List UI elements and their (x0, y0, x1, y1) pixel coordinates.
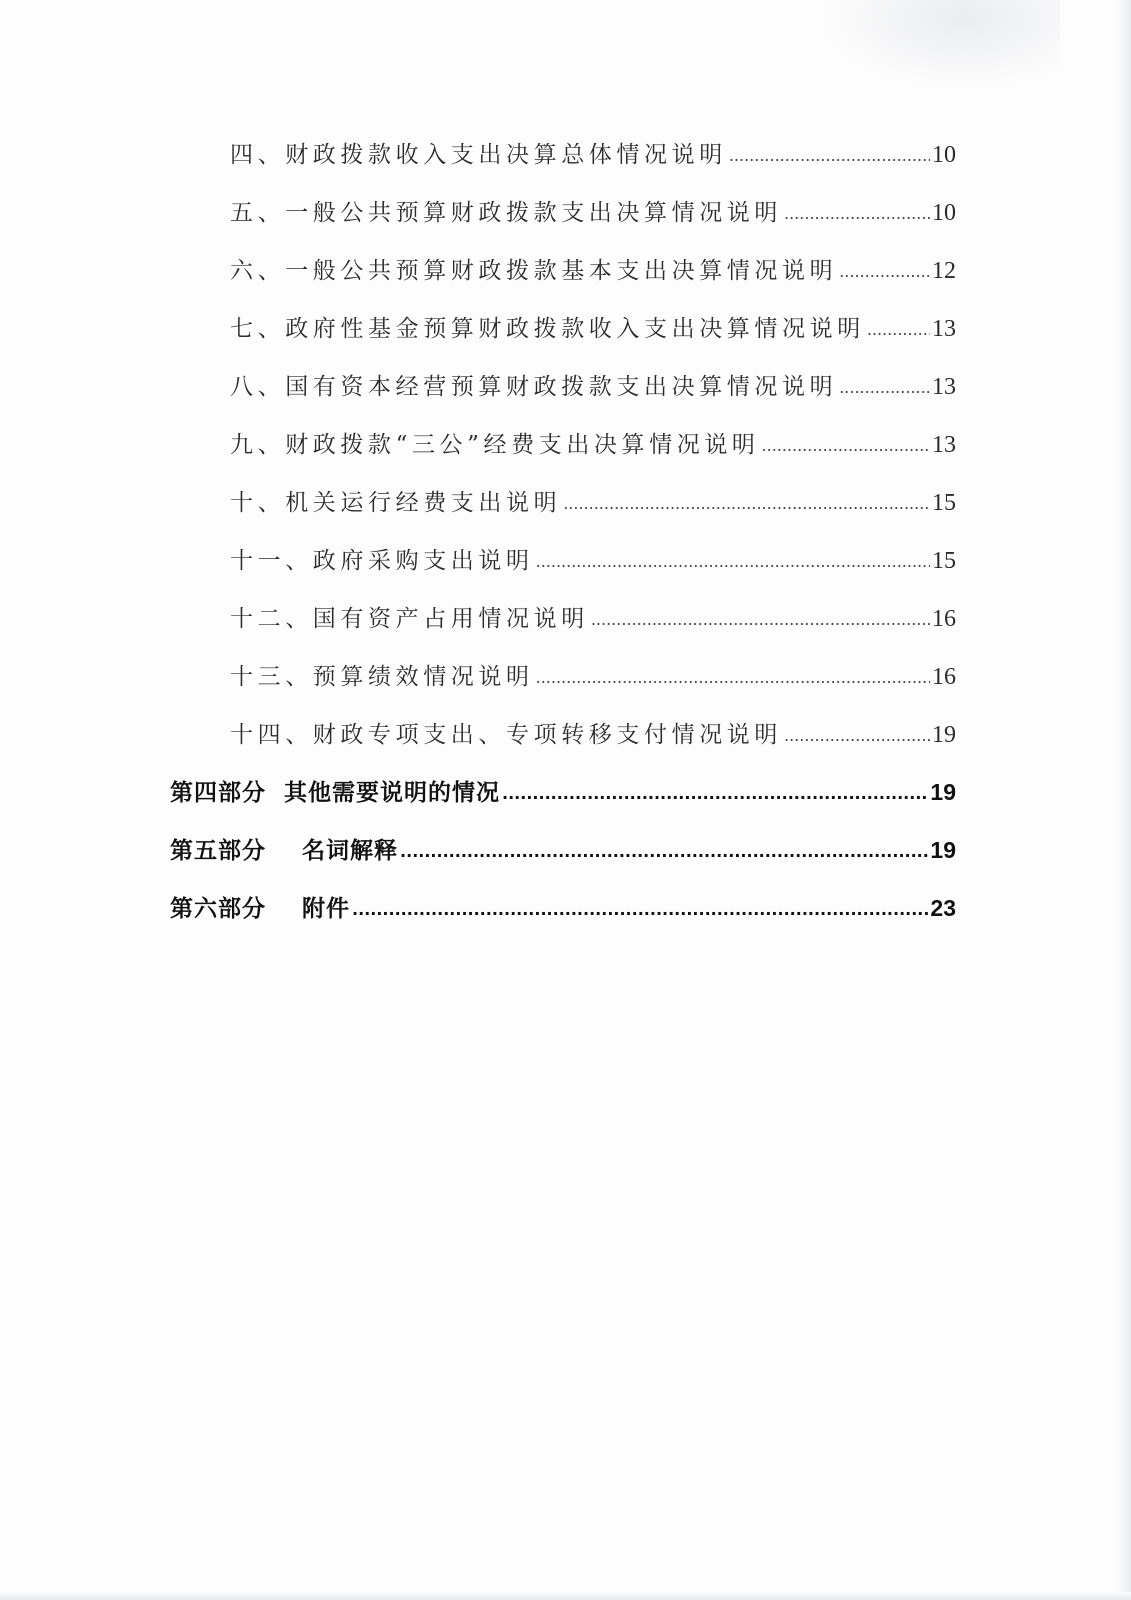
toc-leader-dots (400, 842, 928, 862)
toc-entry[interactable] (230, 252, 956, 285)
toc-entry-page: 15 (932, 490, 956, 516)
toc-leader-dots (563, 494, 930, 514)
toc-entry[interactable] (230, 542, 956, 575)
toc-part-title: 第四部分 其他需要说明的情况 (170, 780, 501, 806)
toc-part-entry[interactable] (170, 890, 956, 923)
toc-entry-title: 九、财政拨款“三公”经费支出决算情况说明 (230, 432, 760, 458)
toc-leader-dots (502, 784, 928, 804)
toc-part-page: 23 (930, 895, 956, 921)
toc-leader-dots (729, 146, 930, 166)
scan-bleed-mark (820, 0, 1060, 90)
toc-leader-dots (839, 262, 930, 282)
toc-entry[interactable] (230, 658, 956, 691)
toc-leader-dots (536, 668, 930, 688)
toc-leader-dots (784, 204, 930, 224)
toc-part-title: 第五部分 名词解释 (170, 838, 399, 864)
toc-entry-page: 13 (932, 316, 956, 342)
toc-entry-title: 十一、政府采购支出说明 (230, 548, 534, 574)
toc-entry[interactable] (230, 716, 956, 749)
toc-entry-page: 10 (932, 142, 956, 168)
toc-part-entry[interactable] (170, 774, 956, 807)
toc-entry[interactable] (230, 310, 956, 343)
toc-entry-page: 12 (932, 258, 956, 284)
toc-entry-page: 15 (932, 548, 956, 574)
toc-entry-title: 十、机关运行经费支出说明 (230, 490, 562, 516)
toc-entry-title: 六、一般公共预算财政拨款基本支出决算情况说明 (230, 258, 838, 284)
toc-entry-page: 16 (932, 664, 956, 690)
toc-part-entry[interactable] (170, 832, 956, 865)
toc-entry-title: 七、政府性基金预算财政拨款收入支出决算情况说明 (230, 316, 865, 342)
toc-entry-title: 八、国有资本经营预算财政拨款支出决算情况说明 (230, 374, 838, 400)
toc-entry-page: 16 (932, 606, 956, 632)
toc-entry-title: 十三、预算绩效情况说明 (230, 664, 534, 690)
toc-leader-dots (839, 378, 930, 398)
toc-leader-dots (784, 726, 930, 746)
toc-entry-title: 十四、财政专项支出、专项转移支付情况说明 (230, 722, 782, 748)
toc-leader-dots (867, 320, 930, 340)
toc-leader-dots (352, 900, 928, 920)
toc-entry-page: 19 (932, 722, 956, 748)
toc-entry-title: 五、一般公共预算财政拨款支出决算情况说明 (230, 200, 782, 226)
toc-entry-page: 13 (932, 374, 956, 400)
toc-entry[interactable] (230, 136, 956, 169)
toc-entry-page: 10 (932, 200, 956, 226)
toc-entry[interactable] (230, 194, 956, 227)
toc-leader-dots (536, 552, 930, 572)
toc-entry[interactable] (230, 368, 956, 401)
toc-entry-title: 四、财政拨款收入支出决算总体情况说明 (230, 142, 727, 168)
scan-edge-right (1117, 0, 1131, 1600)
toc-entry-title: 十二、国有资产占用情况说明 (230, 606, 589, 632)
toc-leader-dots (591, 610, 930, 630)
toc-entry-page: 13 (932, 432, 956, 458)
scan-edge-bottom (0, 1592, 1131, 1600)
toc-leader-dots (762, 436, 930, 456)
toc-entry[interactable] (230, 484, 956, 517)
toc-entry[interactable] (230, 600, 956, 633)
toc-part-page: 19 (930, 837, 956, 863)
toc-entry[interactable] (230, 426, 956, 459)
toc-part-title: 第六部分 附件 (170, 896, 351, 922)
toc-part-page: 19 (930, 779, 956, 805)
